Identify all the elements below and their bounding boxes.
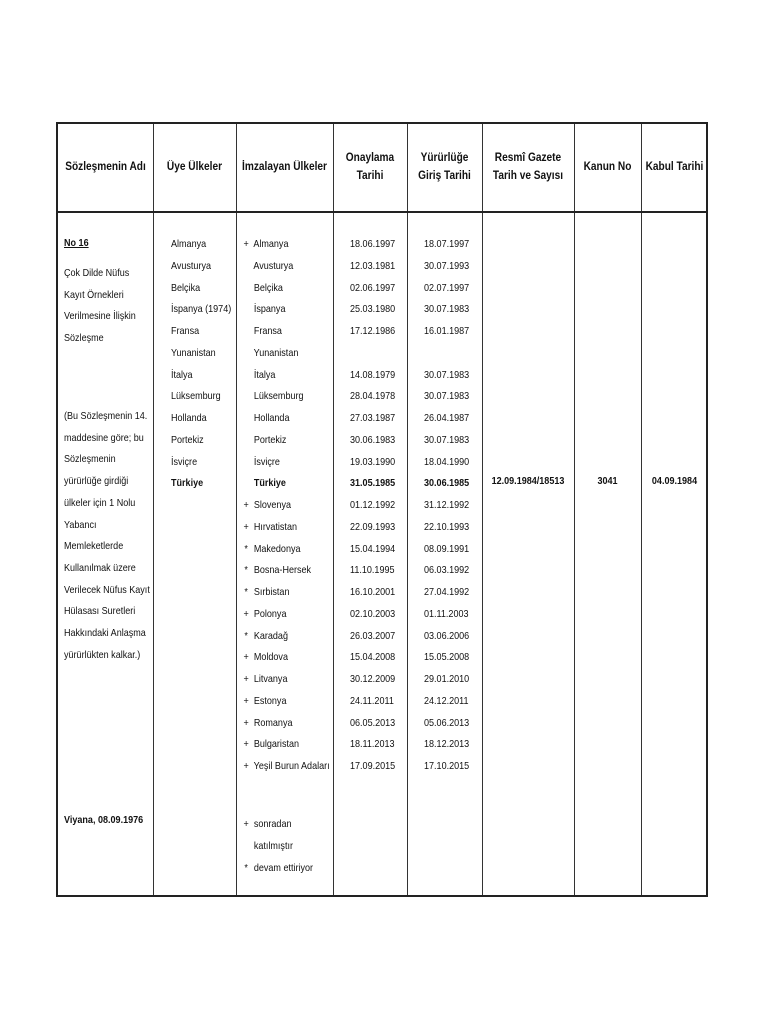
column-divider [641, 124, 642, 895]
signatory-country: Almanya [253, 238, 289, 250]
ratification-date: 31.05.1985 [350, 477, 396, 490]
plus-mark: + [243, 607, 249, 620]
ratification-date: 02.10.2003 [350, 607, 396, 620]
convention-note-line: Memleketlerde [64, 540, 124, 553]
member-country: Belçika [171, 281, 201, 294]
signatory-country: Hırvatistan [253, 520, 297, 533]
signatory-row [241, 343, 330, 365]
legend-text: katılmıştır [253, 839, 293, 852]
ratification-date: 22.09.1993 [350, 520, 396, 533]
legend-text: sonradan [253, 818, 292, 830]
column-divider [574, 124, 575, 895]
convention-title [64, 263, 156, 350]
signatory-country: İspanya [253, 303, 286, 316]
convention-table [56, 122, 708, 897]
convention-note-line: ülkeler için 1 Nolu [64, 496, 136, 509]
member-country: Avusturya [171, 259, 211, 272]
signatory-row [241, 691, 330, 713]
ratification-date: 27.03.1987 [350, 412, 396, 424]
convention-note-line: Hülasası Suretleri [64, 605, 136, 618]
signatory-country: Sırbistan [253, 586, 290, 598]
legend-line [241, 836, 313, 858]
convention-title-line: Sözleşme [64, 332, 104, 345]
header-ratification-date: Onaylama Tarihi [345, 151, 395, 182]
entry-date: 05.06.2013 [424, 716, 470, 729]
ratification-date: 25.03.1980 [350, 303, 396, 316]
asterisk-mark: * [244, 861, 248, 874]
plus-mark: + [243, 520, 249, 533]
signatory-row [241, 560, 330, 582]
signatory-row [241, 452, 330, 474]
member-country: İsviçre [171, 455, 198, 468]
plus-mark: + [243, 651, 249, 664]
signatory-country: İsviçre [253, 455, 280, 468]
entry-date: 08.09.1991 [424, 542, 470, 555]
entry-date [424, 343, 469, 365]
signatory-country: Moldova [253, 651, 288, 664]
convention-number: No 16 [64, 237, 89, 249]
convention-note-line: Sözleşmenin [64, 453, 116, 466]
ratification-date: 15.04.2008 [350, 651, 396, 664]
entry-date: 03.06.2006 [424, 629, 470, 642]
plus-mark: + [243, 760, 249, 772]
signatory-row [241, 278, 330, 300]
signatory-row [241, 604, 330, 626]
signatory-country: Romanya [253, 716, 293, 729]
entry-date: 01.11.2003 [424, 607, 469, 620]
ratification-date: 18.11.2013 [350, 738, 395, 751]
entry-date: 17.10.2015 [424, 760, 470, 772]
plus-mark: + [243, 673, 249, 685]
plus-mark: + [243, 738, 249, 751]
ratification-date [350, 343, 395, 365]
entry-date: 15.05.2008 [424, 651, 470, 664]
member-country: İtalya [171, 368, 193, 381]
entry-date: 30.07.1983 [424, 433, 470, 446]
convention-place-date: Viyana, 08.09.1976 [64, 814, 144, 826]
entry-date: 29.01.2010 [424, 673, 470, 685]
entry-date: 02.07.1997 [424, 281, 470, 294]
entry-date: 16.01.1987 [424, 325, 470, 337]
ratification-date: 19.03.1990 [350, 455, 396, 468]
member-country: İspanya (1974) [171, 303, 232, 316]
entry-date: 30.07.1983 [424, 368, 470, 381]
signatory-row [241, 626, 330, 648]
member-countries-list [171, 234, 241, 495]
signatory-row [241, 408, 330, 430]
convention-title-line: Verilmesine İlişkin [64, 310, 136, 323]
entry-date: 18.04.1990 [424, 455, 470, 468]
law-number-value: 3041 [597, 475, 618, 487]
signatory-row [241, 647, 330, 669]
convention-title-line: Kayıt Örnekleri [64, 288, 124, 301]
signatory-row [241, 517, 330, 539]
entry-date: 31.12.1992 [424, 499, 470, 511]
header-acceptance-date: Kabul Tarihi [645, 160, 704, 173]
signatory-country: Hollanda [253, 412, 290, 424]
entry-date: 26.04.1987 [424, 412, 470, 424]
convention-note-line: (Bu Sözleşmenin 14. [64, 410, 148, 422]
asterisk-mark: * [244, 564, 248, 577]
ratification-date: 28.04.1978 [350, 390, 396, 403]
signatory-row [241, 386, 330, 408]
official-gazette-value: 12.09.1984/18513 [491, 475, 565, 487]
signatory-row [241, 713, 330, 735]
member-country: Almanya [171, 238, 207, 250]
header-official-gazette: Resmî Gazete Tarih ve Sayısı [492, 151, 564, 182]
entry-date: 22.10.1993 [424, 520, 470, 533]
entry-date: 27.04.1992 [424, 586, 470, 598]
signatory-country: Bosna-Hersek [253, 564, 312, 577]
legend [241, 814, 325, 879]
signatory-country: Makedonya [253, 542, 301, 555]
asterisk-mark: * [244, 629, 248, 642]
header-convention-name: Sözleşmenin Adı [65, 160, 146, 173]
member-country: Türkiye [171, 477, 204, 490]
signatory-row [241, 365, 330, 387]
signatory-country: Fransa [253, 325, 282, 337]
signatory-country: Türkiye [253, 477, 286, 490]
plus-mark: + [243, 818, 249, 830]
signatory-country: Slovenya [253, 499, 291, 511]
signatory-country: Bulgaristan [253, 738, 300, 751]
header-member-countries: Üye Ülkeler [166, 160, 223, 173]
convention-note-line: yürürlükten kalkar.) [64, 648, 141, 661]
convention-note-line: Kullanılmak üzere [64, 561, 136, 574]
plus-mark: + [243, 238, 249, 250]
signatory-row [241, 495, 330, 517]
signatory-country: İtalya [253, 368, 276, 381]
ratification-date: 14.08.1979 [350, 368, 396, 381]
legend-line [241, 858, 313, 880]
ratification-date: 02.06.1997 [350, 281, 396, 294]
ratification-date: 26.03.2007 [350, 629, 396, 642]
signatory-countries-list [241, 234, 344, 778]
signatory-country: Avusturya [253, 259, 294, 272]
plus-mark: + [243, 499, 249, 511]
ratification-date: 24.11.2011 [350, 694, 394, 707]
signatory-row [241, 256, 330, 278]
column-divider [407, 124, 408, 895]
signatory-row [241, 321, 330, 343]
signatory-country: Portekiz [253, 433, 287, 446]
entry-date: 18.12.2013 [424, 738, 470, 751]
header-separator [58, 211, 706, 213]
signatory-row [241, 734, 330, 756]
signatory-country: Lüksemburg [253, 390, 304, 403]
plus-mark: + [243, 716, 249, 729]
legend-line [241, 814, 313, 836]
ratification-date: 15.04.1994 [350, 542, 396, 555]
ratification-date: 30.06.1983 [350, 433, 396, 446]
header-entry-into-force-date: Yürürlüğe Giriş Tarihi [418, 151, 471, 182]
signatory-country: Litvanya [253, 673, 288, 685]
header-law-number: Kanun No [583, 160, 632, 173]
entry-date: 30.07.1983 [424, 390, 470, 403]
acceptance-date-value: 04.09.1984 [651, 475, 698, 487]
signatory-row [241, 299, 330, 321]
convention-note [64, 406, 156, 666]
signatory-country: Karadağ [253, 629, 288, 642]
signatory-row [241, 582, 330, 604]
plus-mark: + [243, 694, 249, 707]
legend-text: devam ettiriyor [253, 861, 314, 874]
entry-dates-list [424, 234, 477, 778]
member-country: Lüksemburg [171, 390, 221, 403]
ratification-date: 16.10.2001 [350, 586, 396, 598]
ratification-date: 30.12.2009 [350, 673, 396, 685]
asterisk-mark: * [244, 542, 248, 555]
signatory-country: Polonya [253, 607, 287, 620]
signatory-row [241, 234, 330, 256]
member-country: Hollanda [171, 412, 207, 424]
ratification-date: 12.03.1981 [350, 259, 396, 272]
signatory-country: Belçika [253, 281, 283, 294]
convention-title-line: Çok Dilde Nüfus [64, 267, 130, 279]
convention-note-line: maddesine göre; bu [64, 431, 144, 444]
entry-date: 30.06.1985 [424, 477, 470, 490]
convention-note-line: Verilecek Nüfus Kayıt [64, 583, 150, 596]
signatory-row [241, 669, 330, 691]
entry-date: 30.07.1993 [424, 259, 470, 272]
member-country: Fransa [171, 325, 200, 337]
entry-date: 24.12.2011 [424, 694, 469, 707]
header-signatory-countries: İmzalayan Ülkeler [242, 160, 327, 173]
signatory-row [241, 756, 330, 778]
signatory-country: Estonya [253, 694, 287, 707]
convention-note-line: Hakkındaki Anlaşma [64, 627, 146, 640]
ratification-date: 06.05.2013 [350, 716, 396, 729]
ratification-date: 11.10.1995 [350, 564, 395, 577]
signatory-row [241, 430, 330, 452]
ratification-dates-list [350, 234, 403, 778]
signatory-country: Yunanistan [253, 346, 299, 359]
ratification-date: 17.09.2015 [350, 760, 396, 772]
ratification-date: 17.12.1986 [350, 325, 396, 337]
asterisk-mark: * [244, 586, 248, 598]
member-country: Yunanistan [171, 346, 216, 359]
ratification-date: 18.06.1997 [350, 238, 396, 250]
entry-date: 06.03.1992 [424, 564, 470, 577]
ratification-date: 01.12.1992 [350, 499, 396, 511]
entry-date: 18.07.1997 [424, 238, 470, 250]
entry-date: 30.07.1983 [424, 303, 470, 316]
member-country: Portekiz [171, 433, 204, 446]
signatory-row [241, 539, 330, 561]
column-divider [482, 124, 483, 895]
convention-note-line: yürürlüğe girdiği [64, 475, 129, 488]
signatory-country: Yeşil Burun Adaları [253, 760, 330, 772]
convention-note-line: Yabancı [64, 518, 97, 531]
signatory-row [241, 473, 330, 495]
